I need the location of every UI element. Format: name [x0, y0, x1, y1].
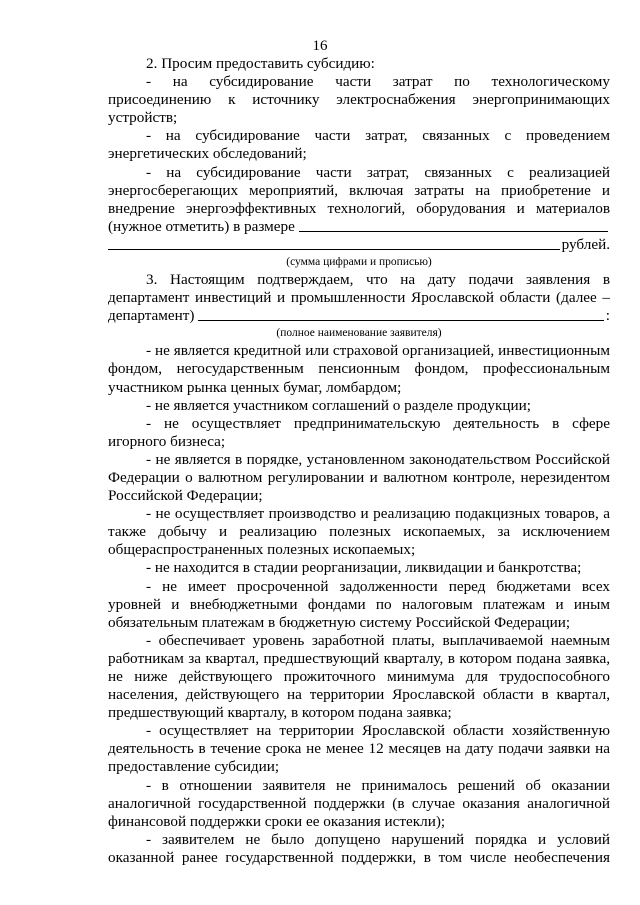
condition-line: деятельность в течение срока не менее 12 месяцев на дату подачи заявки на [108, 740, 610, 758]
condition-line: - не имеет просроченной задолженности перед бюджетами всех [146, 577, 610, 595]
condition-line: - не является в порядке, установленном законодательством Российской [146, 450, 610, 468]
condition-line: - осуществляет на территории Ярославской области хозяйственную [146, 722, 610, 740]
item-line: присоединению к источнику электроснабжения энергопринимающих [108, 91, 610, 109]
condition-line: участником рынка ценных бумаг, ломбардом; [108, 378, 402, 396]
condition-line: - в отношении заявителя не принималось решений об оказании [146, 776, 610, 794]
condition-line: предоставление субсидии; [108, 758, 280, 776]
rub-suffix: рублей. [561, 235, 610, 253]
amount-row-2 [108, 236, 610, 254]
condition-line: обязательным платежам в бюджетную систему Российской Федерации; [108, 613, 571, 631]
section-3-intro: департамент инвестиций и промышленности Ярославской области (далее – [108, 289, 610, 307]
applicant-row [108, 307, 610, 325]
amount-row [108, 218, 610, 236]
amount-field-continued[interactable] [108, 249, 560, 250]
section-3-intro: 3. Настоящим подтверждаем, что на дату подачи заявления в [146, 271, 610, 289]
amount-field[interactable] [299, 231, 608, 232]
condition-line: - не является участником соглашений о разделе продукции; [146, 396, 531, 414]
condition-line: - не осуществляет предпринимательскую деятельность в сфере [146, 414, 610, 432]
condition-line: уровней и внебюджетными фондами по налоговым платежам и иным [108, 595, 610, 613]
condition-line: также добычу и реализацию полезных ископаемых, за исключением [108, 523, 610, 541]
condition-line: общераспространенных полезных ископаемых; [108, 541, 416, 559]
amount-caption: (сумма цифрами и прописью) [286, 256, 432, 269]
applicant-name-field[interactable] [198, 320, 603, 321]
page-number: 16 [312, 38, 328, 54]
item-line: - на субсидирование части затрат, связанных с реализацией [146, 163, 610, 181]
item-line: устройств; [108, 109, 178, 127]
conditions-list [108, 342, 610, 867]
condition-line: фондом, негосударственным пенсионным фондом, профессиональным [108, 360, 610, 378]
condition-line: не ниже действующего прожиточного минимума для трудоспособного [108, 668, 610, 685]
condition-line: - обеспечивает уровень заработной платы, выплачиваемой наемным [146, 631, 610, 649]
item-line: (нужное отметить) в размере [108, 217, 295, 235]
condition-line: игорного бизнеса; [108, 432, 226, 450]
condition-line: - заявителем не было допущено нарушений порядка и условий [146, 830, 610, 848]
item-line: энергосберегающих мероприятий, включая затраты на приобретение и [108, 181, 610, 199]
section-2-heading: 2. Просим предоставить субсидию: [146, 55, 375, 72]
condition-line: Российской Федерации; [108, 487, 263, 505]
condition-line: аналогичной государственной поддержки (в случае оказания аналогичной [108, 794, 610, 812]
condition-line: предшествующий кварталу, в котором подана заявка; [108, 704, 452, 722]
item-line: - на субсидирование части затрат по технологическому [146, 73, 610, 91]
item-line: энергетических обследований; [108, 145, 307, 163]
section-3-intro: департамент) [108, 307, 195, 325]
item-line: внедрение энергоэффективных технологий, оборудования и материалов [108, 199, 610, 217]
condition-line: работникам за квартал, предшествующий кварталу, в котором подана заявка, [108, 649, 610, 667]
condition-line: - не является кредитной или страховой организацией, инвестиционным [146, 342, 610, 360]
condition-line: населения, действующего на территории Ярославской области в квартал, [108, 686, 610, 704]
document-body [108, 55, 610, 867]
colon: : [605, 307, 610, 325]
condition-line: оказанной ранее государственной поддержки, в том числе необеспечения [108, 848, 610, 866]
applicant-caption: (полное наименование заявителя) [276, 327, 442, 340]
condition-line: - не находится в стадии реорганизации, ликвидации и банкротства; [146, 559, 582, 577]
item-line: - на субсидирование части затрат, связанных с проведением [146, 127, 610, 145]
condition-line: Федерации о валютном регулировании и валютном контроле, нерезидентом [108, 468, 610, 486]
condition-line: - не осуществляет производство и реализацию подакцизных товаров, а [146, 505, 610, 523]
condition-line: финансовой поддержки сроки ее оказания истекли); [108, 812, 446, 830]
